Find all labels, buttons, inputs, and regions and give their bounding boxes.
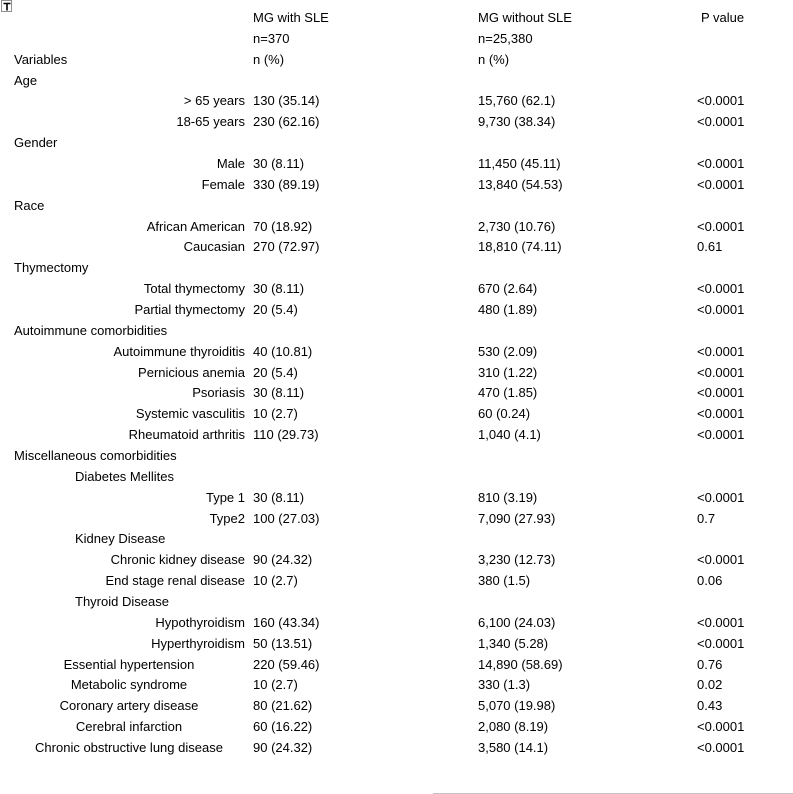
mg-without-sle-value: 1,040 (4.1) xyxy=(478,427,541,443)
mg-with-sle-value: 160 (43.34) xyxy=(253,614,320,630)
mg-without-sle-value: 11,450 (45.11) xyxy=(478,155,561,171)
table-row xyxy=(0,403,793,424)
mg-with-sle-value: 30 (8.11) xyxy=(253,385,305,401)
mg-without-sle-value: 60 (0.24) xyxy=(478,406,531,422)
header-row-n xyxy=(0,28,793,49)
table-row xyxy=(0,278,793,299)
col-mg-with-sle-stat: n (%) xyxy=(253,51,285,67)
mg-with-sle-value: 100 (27.03) xyxy=(253,510,320,526)
row-label: Female xyxy=(201,176,245,192)
p-value-cell: <0.0001 xyxy=(697,114,745,130)
table-row xyxy=(0,716,793,737)
mg-with-sle-value: 20 (5.4) xyxy=(253,301,298,317)
mg-with-sle-value: 30 (8.11) xyxy=(253,281,305,297)
mg-without-sle-value: 9,730 (38.34) xyxy=(478,114,556,130)
row-label: Partial thymectomy xyxy=(134,301,245,317)
mg-without-sle-value: 3,230 (12.73) xyxy=(478,552,556,568)
row-label: Coronary artery disease xyxy=(59,698,199,714)
mg-without-sle-value: 7,090 (27.93) xyxy=(478,510,556,526)
col-mg-without-sle-n: n=25,380 xyxy=(478,30,533,46)
row-label: Essential hypertension xyxy=(63,656,195,672)
section-label: Autoimmune comorbidities xyxy=(14,322,168,338)
mg-without-sle-value: 2,080 (8.19) xyxy=(478,719,549,735)
table-row xyxy=(0,382,793,403)
subsection-row xyxy=(0,591,793,612)
row-label: Cerebral infarction xyxy=(75,719,183,735)
row-label: Hyperthyroidism xyxy=(151,635,245,651)
table-row xyxy=(0,90,793,111)
table-row xyxy=(0,549,793,570)
comparison-table xyxy=(0,7,793,758)
row-label: Caucasian xyxy=(183,239,245,255)
mg-with-sle-value: 20 (5.4) xyxy=(253,364,298,380)
mg-without-sle-value: 310 (1.22) xyxy=(478,364,538,380)
col-mg-without-sle-title: MG without SLE xyxy=(478,9,572,25)
p-value-cell: <0.0001 xyxy=(697,218,745,234)
col-mg-with-sle-n: n=370 xyxy=(253,30,290,46)
mg-with-sle-value: 110 (29.73) xyxy=(253,427,319,443)
row-label: Pernicious anemia xyxy=(138,364,245,380)
section-label: Race xyxy=(14,197,45,213)
p-value-cell: <0.0001 xyxy=(697,364,745,380)
section-label: Miscellaneous comorbidities xyxy=(14,447,177,463)
subsection-label: Kidney Disease xyxy=(75,531,166,547)
header-row-titles xyxy=(0,7,793,28)
mg-without-sle-value: 2,730 (10.76) xyxy=(478,218,556,234)
table-row xyxy=(0,174,793,195)
table-row xyxy=(0,362,793,383)
p-value-cell: <0.0001 xyxy=(697,740,745,755)
mg-with-sle-value: 10 (2.7) xyxy=(253,677,298,693)
mg-without-sle-value: 18,810 (74.11) xyxy=(478,239,562,255)
p-value-cell: <0.0001 xyxy=(697,301,745,317)
p-value-cell: <0.0001 xyxy=(697,281,745,297)
table-row xyxy=(0,487,793,508)
table-row xyxy=(0,508,793,529)
p-value-cell: 0.61 xyxy=(697,239,723,255)
mg-with-sle-value: 60 (16.22) xyxy=(253,719,313,735)
table-row xyxy=(0,654,793,675)
row-label: Psoriasis xyxy=(192,385,245,401)
mg-with-sle-value: 130 (35.14) xyxy=(253,93,320,109)
p-value-cell: <0.0001 xyxy=(697,614,745,630)
section-row xyxy=(0,257,793,278)
section-row xyxy=(0,320,793,341)
p-value-cell: 0.43 xyxy=(697,698,723,714)
row-label: > 65 years xyxy=(183,93,245,109)
row-label: Type 1 xyxy=(205,489,245,505)
p-value-cell: <0.0001 xyxy=(697,385,745,401)
mg-without-sle-value: 810 (3.19) xyxy=(478,489,538,505)
mg-with-sle-value: 330 (89.19) xyxy=(253,176,320,192)
col-mg-with-sle-title: MG with SLE xyxy=(253,9,329,25)
row-label: Type2 xyxy=(209,510,245,526)
p-value-cell: <0.0001 xyxy=(697,489,745,505)
row-label: Metabolic syndrome xyxy=(70,677,188,693)
table-row xyxy=(0,612,793,633)
p-value-cell: 0.7 xyxy=(697,510,716,526)
mg-with-sle-value: 30 (8.11) xyxy=(253,489,305,505)
p-value-cell: 0.06 xyxy=(697,573,723,589)
mg-without-sle-value: 13,840 (54.53) xyxy=(478,176,563,192)
mg-with-sle-value: 90 (24.32) xyxy=(253,740,313,755)
row-label: Chronic kidney disease xyxy=(110,552,245,568)
row-label: Total thymectomy xyxy=(143,281,245,297)
section-row xyxy=(0,132,793,153)
mg-with-sle-value: 30 (8.11) xyxy=(253,155,305,171)
mg-with-sle-value: 230 (62.16) xyxy=(253,114,320,130)
mg-without-sle-value: 15,760 (62.1) xyxy=(478,93,556,109)
mg-with-sle-value: 10 (2.7) xyxy=(253,573,298,589)
section-label: Thymectomy xyxy=(14,260,89,276)
mg-without-sle-value: 3,580 (14.1) xyxy=(478,740,549,755)
row-label: Chronic obstructive lung disease xyxy=(35,740,223,755)
col-mg-without-sle-stat: n (%) xyxy=(478,51,510,67)
table-row xyxy=(0,695,793,716)
mg-with-sle-value: 80 (21.62) xyxy=(253,698,313,714)
mg-without-sle-value: 480 (1.89) xyxy=(478,301,538,317)
row-label: Rheumatoid arthritis xyxy=(128,427,245,443)
row-label: 18-65 years xyxy=(176,114,245,130)
table-row xyxy=(0,675,793,696)
subsection-row xyxy=(0,528,793,549)
p-value-cell: <0.0001 xyxy=(697,93,745,109)
mg-with-sle-value: 50 (13.51) xyxy=(253,635,313,651)
section-label: Age xyxy=(14,72,38,88)
table-row xyxy=(0,236,793,257)
p-value-cell: <0.0001 xyxy=(697,343,745,359)
table-row xyxy=(0,633,793,654)
mg-without-sle-value: 1,340 (5.28) xyxy=(478,635,549,651)
mg-without-sle-value: 470 (1.85) xyxy=(478,385,538,401)
row-label: Hypothyroidism xyxy=(155,614,245,630)
mg-without-sle-value: 380 (1.5) xyxy=(478,573,531,589)
table-row xyxy=(0,424,793,445)
subsection-label: Diabetes Mellites xyxy=(75,468,174,484)
table-row xyxy=(0,299,793,320)
row-label: End stage renal disease xyxy=(105,573,245,589)
p-value-cell: <0.0001 xyxy=(697,635,745,651)
p-value-cell: <0.0001 xyxy=(697,406,745,422)
p-value-cell: 0.02 xyxy=(697,677,723,693)
p-value-cell: <0.0001 xyxy=(697,552,745,568)
row-label: Autoimmune thyroiditis xyxy=(113,343,245,359)
table-row xyxy=(0,570,793,591)
variables-header: Variables xyxy=(14,51,68,67)
mg-with-sle-value: 90 (24.32) xyxy=(253,552,313,568)
mg-with-sle-value: 220 (59.46) xyxy=(253,656,320,672)
section-row xyxy=(0,70,793,91)
p-value-cell: <0.0001 xyxy=(697,427,745,443)
mg-with-sle-value: 270 (72.97) xyxy=(253,239,320,255)
table-row xyxy=(0,111,793,132)
mg-without-sle-value: 330 (1.3) xyxy=(478,677,531,693)
mg-without-sle-value: 5,070 (19.98) xyxy=(478,698,556,714)
p-value-cell: <0.0001 xyxy=(697,176,745,192)
row-label: African American xyxy=(146,218,245,234)
p-value-cell: <0.0001 xyxy=(697,155,745,171)
p-value-cell: <0.0001 xyxy=(697,719,745,735)
mg-without-sle-value: 14,890 (58.69) xyxy=(478,656,563,672)
row-label: Male xyxy=(216,155,245,171)
section-row xyxy=(0,195,793,216)
p-value-cell: 0.76 xyxy=(697,656,723,672)
table-row xyxy=(0,737,793,758)
table-row xyxy=(0,153,793,174)
mg-with-sle-value: 70 (18.92) xyxy=(253,218,313,234)
subsection-label: Thyroid Disease xyxy=(75,593,169,609)
mg-with-sle-value: 10 (2.7) xyxy=(253,406,298,422)
subsection-row xyxy=(0,466,793,487)
mg-with-sle-value: 40 (10.81) xyxy=(253,343,313,359)
section-label: Gender xyxy=(14,135,58,151)
section-row xyxy=(0,445,793,466)
mg-without-sle-value: 530 (2.09) xyxy=(478,343,538,359)
table-row xyxy=(0,216,793,237)
row-label: Systemic vasculitis xyxy=(135,406,245,422)
header-row-stat xyxy=(0,49,793,70)
table-row xyxy=(0,341,793,362)
mg-without-sle-value: 670 (2.64) xyxy=(478,281,538,297)
col-pvalue-title: P value xyxy=(701,9,745,25)
mg-without-sle-value: 6,100 (24.03) xyxy=(478,614,556,630)
